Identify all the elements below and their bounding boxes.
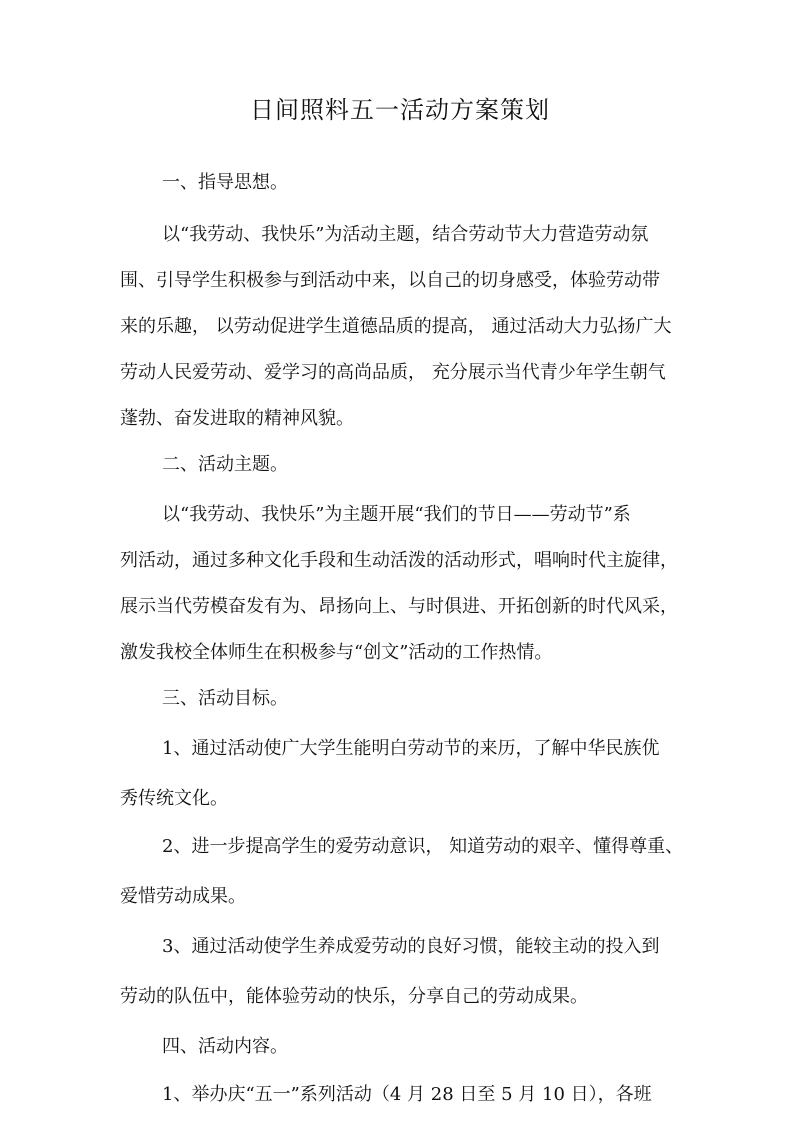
paragraph-line: 围、引导学生积极参与到活动中来，以自己的切身感受，体验劳动带	[120, 270, 660, 291]
paragraph-line: 以“我劳动、我快乐”为主题开展“我们的节日——劳动节”系	[162, 504, 631, 525]
section-heading-activity-theme: 二、活动主题。	[162, 454, 288, 475]
paragraph-line: 2、进一步提高学生的爱劳动意识， 知道劳动的艰辛、懂得尊重、	[162, 836, 684, 857]
paragraph-line: 劳动的队伍中，能体验劳动的快乐，分享自己的劳动成果。	[120, 986, 588, 1007]
paragraph-line: 蓬勃、奋发进取的精神风貌。	[120, 408, 354, 429]
paragraph-line: 爱惜劳动成果。	[120, 886, 246, 907]
paragraph-line: 激发我校全体师生在积极参与“创文”活动的工作热情。	[120, 642, 553, 663]
document-title: 日间照料五一活动方案策划	[250, 96, 550, 124]
section-heading-guiding-ideology: 一、指导思想。	[162, 172, 288, 193]
paragraph-line: 1、举办庆“五一”系列活动（4 月 28 日至 5 月 10 日），各班	[162, 1084, 652, 1105]
paragraph-line: 劳动人民爱劳动、爱学习的高尚品质， 充分展示当代青少年学生朝气	[120, 362, 666, 383]
paragraph-line: 1、通过活动使广大学生能明白劳动节的来历，了解中华民族优	[162, 738, 660, 759]
section-heading-activity-goals: 三、活动目标。	[162, 688, 288, 709]
paragraph-line: 3、通过活动使学生养成爱劳动的良好习惯，能较主动的投入到	[162, 936, 660, 957]
paragraph-line: 展示当代劳模奋发有为、昂扬向上、与时俱进、开拓创新的时代风采，	[120, 596, 678, 617]
paragraph-line: 以“我劳动、我快乐”为活动主题，结合劳动节大力营造劳动氛	[162, 224, 649, 245]
paragraph-line: 列活动，通过多种文化手段和生动活泼的活动形式，唱响时代主旋律，	[120, 550, 678, 571]
paragraph-line: 来的乐趣， 以劳动促进学生道德品质的提高， 通过活动大力弘扬广大	[120, 316, 672, 337]
section-heading-activity-content: 四、活动内容。	[162, 1036, 288, 1057]
paragraph-line: 秀传统文化。	[120, 788, 228, 809]
